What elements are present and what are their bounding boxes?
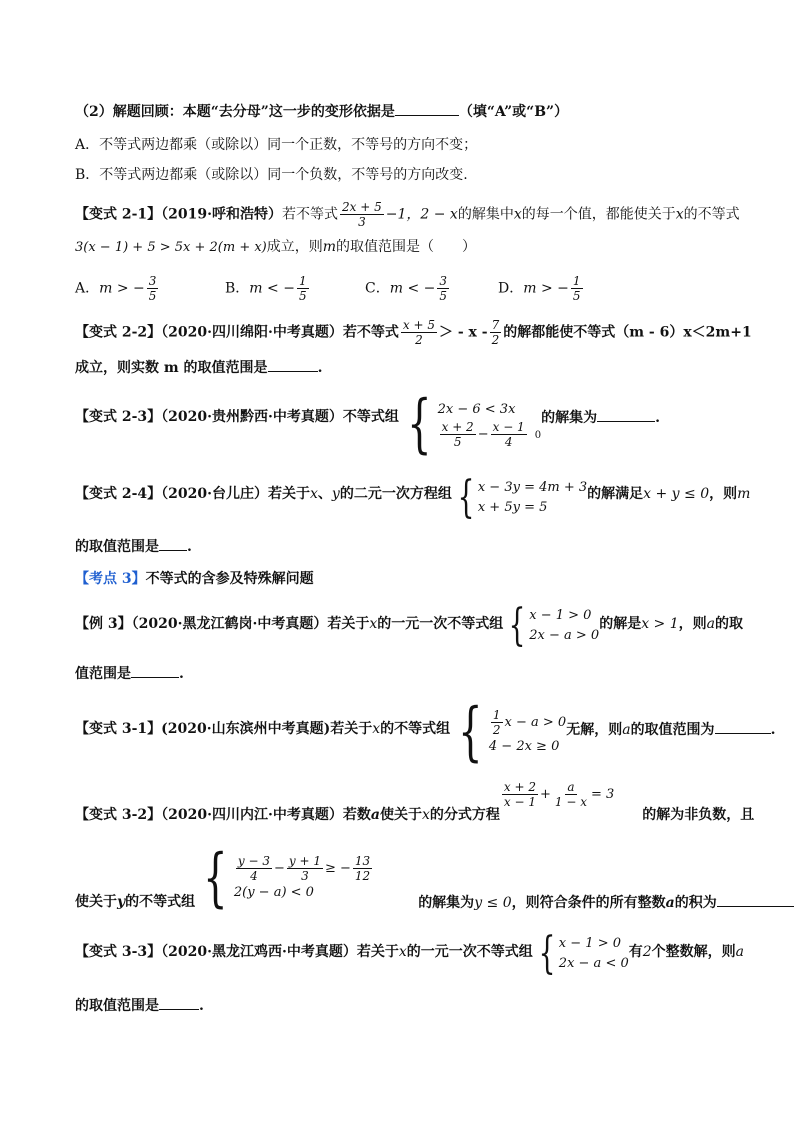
frac-num: x + 2 — [503, 780, 536, 794]
frac-den: 5 — [572, 289, 581, 303]
v32-system — [195, 841, 374, 915]
v31-src: (2020·山东滨州中考真题) — [161, 721, 331, 737]
v23-line — [75, 387, 660, 461]
v21-var-x: x — [513, 206, 522, 223]
brace-icon: { — [458, 695, 483, 769]
v22-t2: ＞ - x - — [438, 324, 488, 341]
part2-lead: （2）解题回顾：本题“去分母”这一步的变形依据是 — [75, 104, 395, 120]
answer-blank[interactable] — [131, 664, 179, 678]
v24-src: （2020·台儿庄） — [161, 486, 269, 502]
v22-src: （2020·四川绵阳·中考真题） — [161, 324, 343, 341]
v24-row2: x + 5y = 5 — [477, 500, 548, 515]
frac-den: x − 1 — [503, 795, 536, 809]
v24-row1: x − 3y = 4m + 3 — [477, 480, 588, 495]
v32-line2 — [75, 841, 794, 915]
v21-t5: 的每一个值，都能使关于 — [521, 206, 676, 223]
v32-equation — [500, 780, 614, 809]
brace-icon: { — [407, 387, 432, 461]
v21-option-a[interactable] — [75, 274, 160, 303]
answer-blank[interactable] — [159, 537, 187, 551]
frac-num: 7 — [491, 318, 500, 332]
v22-t1: 若不等式 — [342, 324, 399, 341]
v32-var-a: a — [370, 807, 380, 823]
v22-t3: 的解都能使不等式（m - 6）x＜2m+1 — [503, 324, 752, 341]
v33-t1: 若关于 — [356, 944, 399, 960]
v33-line2 — [75, 996, 204, 1015]
v32-l2b: 的不等式组 — [125, 894, 196, 910]
v31-t2: 的不等式组 — [380, 721, 451, 737]
v21-fraction — [340, 200, 384, 229]
v33-t3: 有 — [628, 944, 643, 960]
v32-eq: = 3 — [590, 787, 615, 802]
v24-sep: 、 — [317, 486, 332, 502]
v32-grel: ≥ − — [324, 860, 351, 876]
v32-line1 — [75, 780, 754, 824]
v24-var-m: m — [737, 486, 751, 502]
v32-gfrac1 — [236, 854, 272, 883]
v24-t4: ，则 — [709, 486, 738, 502]
v22-line2-text: 成立，则实数 m 的取值范围是 — [75, 360, 268, 376]
v24-t3: 的解满足 — [587, 486, 644, 502]
v32-tag: 【变式 3-2】 — [75, 807, 162, 823]
answer-blank[interactable] — [715, 720, 771, 734]
v24-t2: 的二元一次方程组 — [339, 486, 452, 502]
v23-minus: − — [477, 426, 489, 442]
v23-end: . — [655, 410, 660, 426]
v23-row1: 2x − 6 < 3x — [437, 401, 516, 417]
v33-line1 — [75, 928, 745, 979]
v21-option-d[interactable] — [498, 274, 585, 303]
v32-t7: 的积为 — [674, 895, 717, 911]
opt-expr: m > − — [99, 280, 145, 297]
v33-t4: 个整数解，则 — [651, 944, 736, 960]
v21-var-m: m — [322, 239, 337, 255]
frac-den: 5 — [439, 289, 447, 303]
opt-label: B． — [225, 280, 250, 297]
opt-expr: m > − — [523, 280, 569, 297]
brace-icon: { — [538, 928, 556, 979]
v22-end: . — [317, 360, 323, 376]
part2-line — [75, 102, 568, 121]
v23-tag: 【变式 2-3】 — [75, 409, 162, 425]
frac-den: 4 — [504, 434, 513, 449]
brace-icon: { — [457, 472, 475, 523]
v32-t6: ，则符合条件的所有整数 — [511, 895, 666, 911]
opt-label: A． — [75, 280, 100, 297]
v24-line2-text: 的取值范围是 — [75, 539, 159, 555]
v33-row1: x − 1 > 0 — [558, 936, 621, 951]
v33-row2: 2x − a < 0 — [558, 956, 629, 971]
v23-src: （2020·贵州黔西·中考真题） — [161, 409, 343, 425]
opt-frac — [571, 274, 583, 303]
v22-frac1 — [401, 318, 437, 347]
ex3-t5: 的取 — [715, 616, 743, 632]
ex3-t3: 的解是 — [599, 616, 642, 632]
v23-frac2 — [491, 420, 527, 449]
frac-den: 1 − x — [554, 795, 587, 809]
ex3-var-a: a — [706, 616, 715, 632]
ex3-t2: 的一元一次不等式组 — [377, 616, 504, 632]
v31-t3: 无解，则 — [566, 722, 623, 738]
v31-t1: 若关于 — [330, 721, 373, 737]
frac-num: 13 — [354, 853, 371, 868]
answer-blank[interactable] — [268, 358, 318, 372]
v33-system — [533, 928, 629, 979]
v21-ineq: 3(x − 1) + 5 > 5x + 2(m + x) — [75, 240, 267, 255]
v21-t1: 若不等式 — [282, 206, 339, 223]
ex3-line2-text: 值范围是 — [75, 666, 131, 682]
v24-tag: 【变式 2-4】 — [75, 486, 162, 502]
ex3-line1 — [75, 600, 743, 651]
v22-tag: 【变式 2-2】 — [75, 324, 162, 341]
v33-tag: 【变式 3-3】 — [75, 944, 162, 960]
v23-frac1 — [440, 420, 476, 449]
ex3-row2: 2x − a > 0 — [529, 628, 600, 643]
v31-row1-tail: x − a > 0 — [504, 714, 567, 730]
v32-cond: y ≤ 0 — [474, 895, 512, 911]
v23-t1: 不等式组 — [342, 409, 399, 425]
ex3-t4: ，则 — [678, 616, 707, 632]
v32-row2: 2(y − a) < 0 — [233, 884, 314, 900]
v31-end: . — [770, 722, 776, 738]
frac-num: 3 — [148, 274, 157, 288]
v32-gfrac2 — [287, 854, 323, 883]
v21-l2d: 的取值范围是（ ） — [336, 239, 477, 255]
opt-frac — [297, 274, 309, 303]
v31-system — [450, 695, 567, 769]
v21-src: （2019·呼和浩特） — [161, 206, 283, 223]
option-a: A．不等式两边都乘（或除以）同一个正数，不等号的方向不变； — [75, 137, 478, 153]
v32-t1: 若数 — [342, 807, 371, 823]
v24-var-y: y — [331, 486, 340, 502]
v31-t4: 的取值范围为 — [630, 722, 715, 738]
v33-var-x: x — [398, 944, 407, 960]
frac-den: 4 — [250, 868, 258, 883]
brace-icon: { — [508, 600, 526, 651]
v24-line1 — [75, 472, 751, 523]
v33-end: . — [199, 998, 204, 1014]
v24-system — [452, 472, 588, 523]
answer-blank[interactable] — [717, 893, 794, 907]
frac-den: 2 — [491, 333, 500, 347]
v32-t3: 的分式方程 — [429, 807, 500, 823]
opt-label: C． — [365, 280, 390, 297]
option-b: B．不等式两边都乘（或除以）同一个负数，不等号的方向改变. — [75, 167, 468, 183]
opt-frac — [437, 274, 449, 303]
frac-den: 5 — [148, 289, 157, 303]
ex3-t1: 若关于 — [327, 616, 370, 632]
v31-row2: 4 − 2x ≥ 0 — [488, 738, 560, 754]
v22-line1 — [75, 318, 752, 347]
v32-t4: 的解为非负数，且 — [642, 807, 755, 823]
brace-icon: { — [203, 841, 228, 915]
frac-num: 2x + 5 — [342, 200, 382, 214]
v21-l2b: 成立，则 — [266, 239, 323, 255]
opt-label: D． — [498, 280, 524, 297]
ex3-system — [503, 600, 600, 651]
v21-line2 — [75, 238, 476, 257]
v31-line — [75, 695, 776, 769]
frac-den: 2 — [492, 722, 501, 737]
kd3-heading — [75, 570, 314, 588]
frac-den: 2 — [415, 333, 423, 347]
v21-t7: 的不等式 — [683, 206, 740, 223]
v31-var-a: a — [622, 722, 631, 738]
v24-t1: 若关于 — [268, 486, 311, 502]
ex3-tag: 【例 3】 — [75, 616, 132, 632]
frac-num: 1 — [492, 707, 501, 722]
frac-num: y + 1 — [288, 853, 321, 868]
v21-t2: −1，2 − x — [385, 206, 458, 223]
v33-num: 2 — [642, 944, 652, 960]
answer-blank[interactable] — [395, 102, 459, 116]
v21-tag: 【变式 2-1】 — [75, 206, 162, 223]
v23-t2: 的解集为 — [541, 410, 598, 426]
frac-num: x + 5 — [402, 318, 435, 332]
ex3-src: （2020·黑龙江鹤岗·中考真题） — [131, 616, 328, 632]
frac-num: x − 1 — [492, 419, 525, 434]
opt-expr: m < − — [249, 280, 295, 297]
v33-t2: 的一元一次不等式组 — [406, 944, 533, 960]
v24-end: . — [187, 539, 192, 555]
v22-line2 — [75, 358, 322, 377]
frac-num: 1 — [298, 274, 307, 288]
v32-t5: 的解集为 — [418, 895, 475, 911]
frac-den: 5 — [453, 434, 462, 449]
v24-cond: x + y ≤ 0 — [643, 486, 710, 502]
v22-frac2 — [490, 318, 502, 347]
ex3-end: . — [179, 666, 184, 682]
part2-tail: （填“A”或“B”） — [458, 104, 569, 120]
ex3-var-x: x — [369, 616, 378, 632]
v32-var-a2: a — [665, 895, 675, 911]
opt-expr: m < − — [389, 280, 436, 297]
v32-frac1 — [502, 780, 538, 809]
v33-line2-text: 的取值范围是 — [75, 998, 159, 1014]
v21-var-x2: x — [675, 206, 684, 223]
frac-den: 5 — [298, 289, 307, 303]
v32-var-x: x — [421, 807, 430, 823]
v32-plus: + — [539, 787, 551, 802]
v32-var-y: y — [117, 894, 126, 910]
opt-frac — [147, 274, 159, 303]
v32-l2a: 使关于 — [75, 894, 117, 910]
kd3-title: 不等式的含参及特殊解问题 — [145, 571, 314, 587]
frac-num: y − 3 — [237, 853, 270, 868]
v32-t2: 使关于 — [379, 807, 422, 823]
frac-den: 3 — [301, 868, 309, 883]
v24-var-x: x — [310, 486, 318, 502]
v32-frac2 — [553, 780, 589, 809]
answer-blank[interactable] — [597, 408, 655, 422]
v33-src: （2020·黑龙江鸡西·中考真题） — [161, 944, 357, 960]
v31-tag: 【变式 3-1】 — [75, 721, 162, 737]
v31-frac — [491, 708, 503, 737]
frac-den: 3 — [358, 215, 366, 229]
v21-option-c[interactable] — [365, 274, 451, 303]
frac-num: 1 — [572, 274, 581, 288]
v32-gminus: − — [273, 860, 285, 876]
ex3-cond: x > 1 — [641, 616, 679, 632]
v21-option-b[interactable] — [225, 274, 311, 303]
v33-var-a: a — [735, 944, 745, 960]
v32-gfrac3 — [353, 854, 372, 883]
v21-t3: 的解集中 — [457, 206, 514, 223]
v24-line2 — [75, 537, 192, 556]
v23-rel: 0 — [534, 429, 542, 441]
ex3-line2 — [75, 664, 184, 683]
frac-num: x + 2 — [441, 419, 474, 434]
v31-var-x: x — [372, 721, 381, 737]
v32-src: （2020·四川内江·中考真题） — [161, 807, 343, 823]
answer-blank[interactable] — [159, 996, 199, 1010]
v23-system — [399, 387, 542, 461]
ex3-row1: x − 1 > 0 — [529, 608, 592, 623]
v21-line1 — [75, 200, 740, 229]
frac-den: 12 — [354, 868, 371, 883]
frac-num: a — [567, 780, 575, 794]
frac-num: 3 — [439, 274, 447, 288]
kd3-tag: 【考点 3】 — [75, 571, 146, 587]
